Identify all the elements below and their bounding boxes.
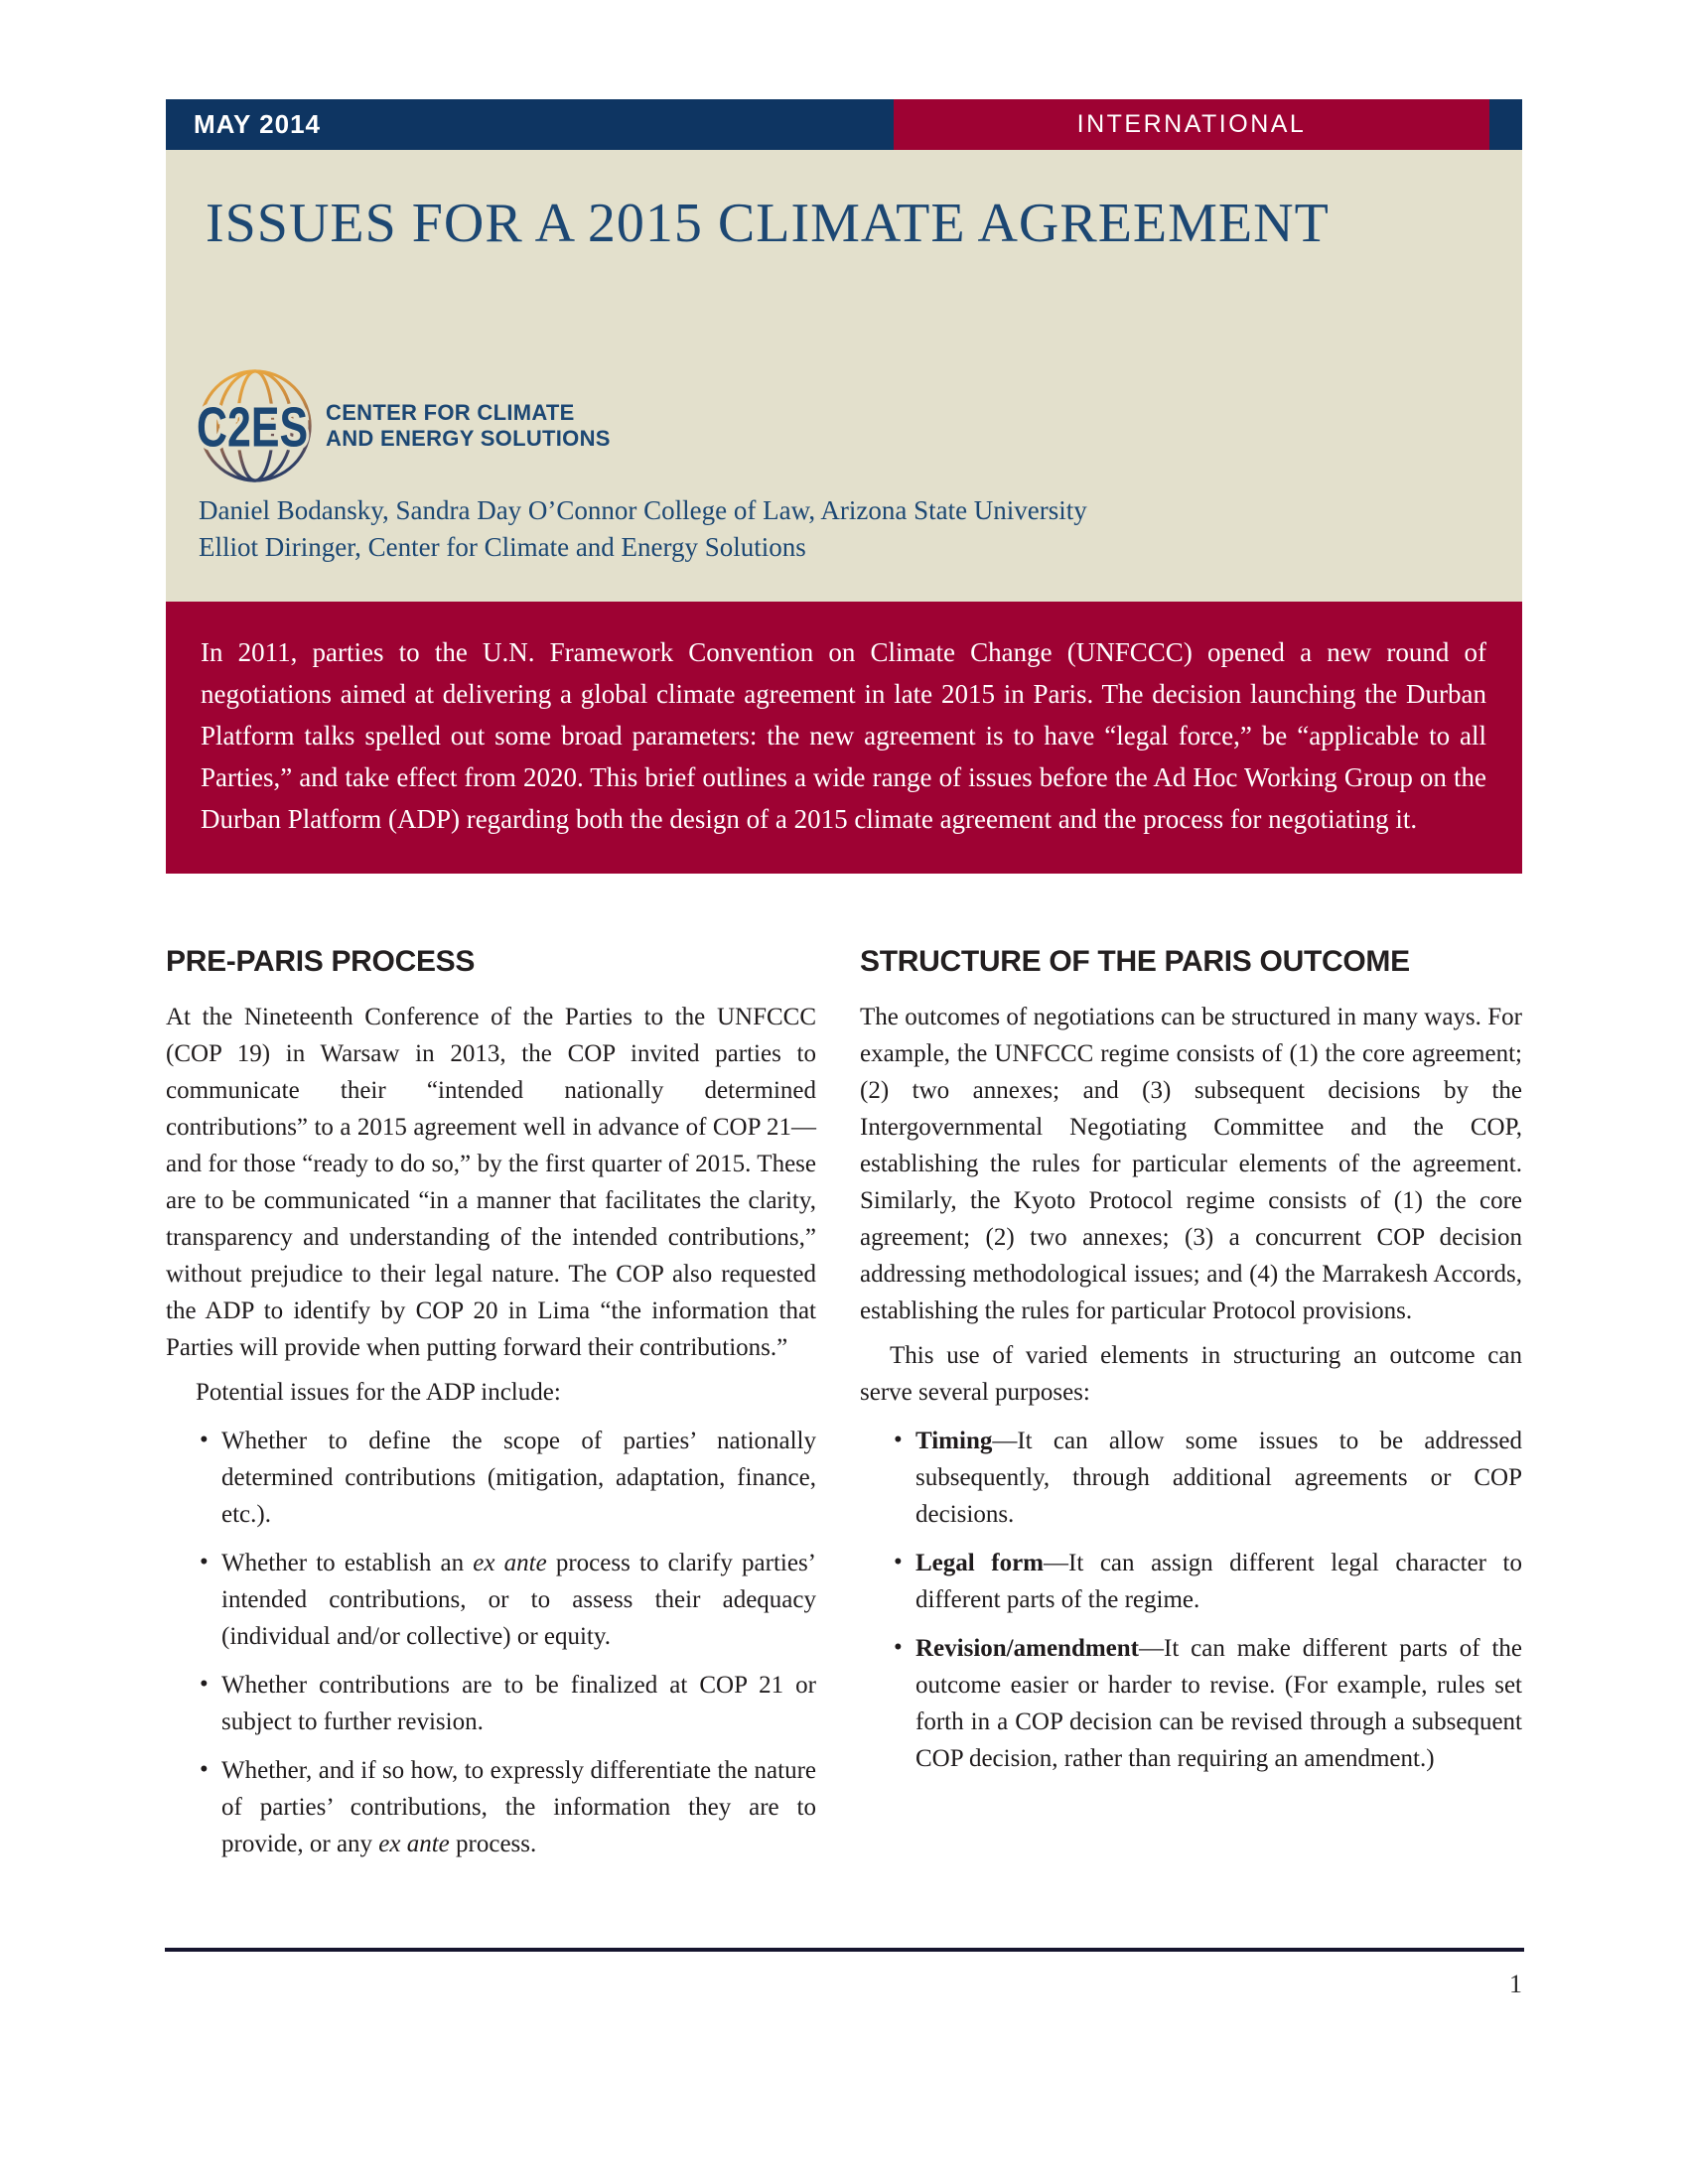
list-item (894, 1423, 1522, 1533)
section-heading-structure-paris-outcome: STRUCTURE OF THE PARIS OUTCOME (860, 945, 1410, 978)
bullet-text: —It can make different parts of the outcome easier or harder to revise. (For example, rules set forth in a COP decision can be revised through a subsequent COP decision, rather than requiring an amendment.) (915, 1635, 1522, 1772)
column-gutter (816, 945, 860, 1874)
body-columns (166, 945, 1522, 1874)
abstract-text: In 2011, parties to the U.N. Framework Convention on Climate Change (UNFCCC) opened a new round of negotiations aimed at delivering a global climate agreement in late 2015 in Paris. The decision launching the Durban Platform talks spelled out some broad parameters: the new agreement is to have “legal force,” be “applicable to all Parties,” and take effect from 2020. This brief outlines a wide range of issues before the Ad Hoc Working Group on the Durban Platform (ADP) regarding both the design of a 2015 climate agreement and the process for negotiating it. (201, 637, 1486, 834)
left-bullet-list (166, 1423, 816, 1862)
bullet-text: Whether to define the scope of parties’ nationally determined contributions (mitigation, adaptation, finance, etc.). (221, 1428, 816, 1528)
list-item (200, 1423, 816, 1533)
globe-logo-icon (197, 367, 314, 484)
logo-org-line2: AND ENERGY SOLUTIONS (326, 426, 611, 451)
author-line-2: Elliot Diringer, Center for Climate and Energy Solutions (199, 532, 806, 562)
right-bullet-list (860, 1423, 1522, 1777)
issue-date: MAY 2014 (194, 109, 321, 139)
left-paragraph-1: At the Nineteenth Conference of the Parties to the UNFCCC (COP 19) in Warsaw in 2013, the COP invited parties to communicate their “intended nationally determined contributions” to a 2015 agreement well in advance of COP 21—and for those “ready to do so,” by the first quarter of 2015. These are to be communicated “in a manner that facilitates the clarity, transparency and understanding of the intended contributions,” without prejudice to their legal nature. The COP also requested the ADP to identify by COP 20 in Lima “the information that Parties will provide when putting forward their contributions.” (166, 1004, 816, 1361)
bullet-text: Whether contributions are to be finalized at COP 21 or subject to further revision. (221, 1672, 816, 1735)
right-paragraph-2: This use of varied elements in structuring an outcome can serve several purposes: (860, 1342, 1522, 1406)
bullet-lead: Timing (915, 1428, 993, 1454)
logo-org-line1: CENTER FOR CLIMATE (326, 400, 575, 425)
section-heading-pre-paris-process: PRE-PARIS PROCESS (166, 945, 476, 978)
list-item (894, 1545, 1522, 1618)
series-label: INTERNATIONAL (1076, 110, 1307, 138)
page-number: 1 (1509, 1970, 1522, 1998)
bar-end-cap (1489, 99, 1522, 150)
left-column (166, 945, 816, 1874)
abstract-box (166, 602, 1522, 874)
right-column (860, 945, 1522, 1874)
bullet-lead: Legal form (915, 1550, 1045, 1576)
list-item (200, 1667, 816, 1740)
series-segment (894, 99, 1489, 150)
bullet-lead: Revision/amendment (915, 1635, 1139, 1662)
list-item (894, 1630, 1522, 1777)
issue-date-segment (166, 99, 894, 150)
issue-bar (166, 99, 1522, 150)
c2es-logo (197, 367, 611, 484)
footer-rule (165, 1948, 1524, 1952)
bullet-text: process to clarify parties’ intended contributions, or to assess their adequacy (individual and/or collective) or equity. (221, 1550, 816, 1650)
bullet-italic: ex ante (473, 1550, 547, 1576)
bullet-text: —It can assign different legal character to different parts of the regime. (915, 1550, 1522, 1613)
list-item (200, 1545, 816, 1655)
bullet-italic: ex ante (378, 1831, 450, 1857)
bullet-text: Whether to establish an (221, 1550, 474, 1576)
page-title: ISSUES FOR A 2015 CLIMATE AGREEMENT (206, 193, 1330, 254)
list-item (200, 1752, 816, 1862)
logo-acronym: C2ES (197, 395, 309, 460)
masthead (166, 150, 1522, 602)
left-paragraph-2: Potential issues for the ADP include: (196, 1379, 561, 1406)
author-block (199, 492, 1087, 566)
bullet-text: Whether, and if so how, to expressly differentiate the nature of parties’ contributions, the information they are to provide, or any (221, 1757, 816, 1857)
logo-org-name (326, 400, 611, 452)
right-paragraph-1: The outcomes of negotiations can be structured in many ways. For example, the UNFCCC regime consists of (1) the core agreement; (2) two annexes; and (3) subsequent decisions by the Intergovernmental Negotiating Committee and the COP, establishing the rules for particular elements of the agreement. Similarly, the Kyoto Protocol regime consists of (1) the core agreement; (2) two annexes; (3) a concurrent COP decision addressing methodological issues; and (4) the Marrakesh Accords, establishing the rules for particular Protocol provisions. (860, 1004, 1522, 1324)
bullet-text: —It can allow some issues to be addressed subsequently, through additional agreements or COP decisions. (915, 1428, 1522, 1528)
author-line-1: Daniel Bodansky, Sandra Day O’Connor College of Law, Arizona State University (199, 495, 1087, 525)
bullet-text: process. (449, 1831, 537, 1857)
